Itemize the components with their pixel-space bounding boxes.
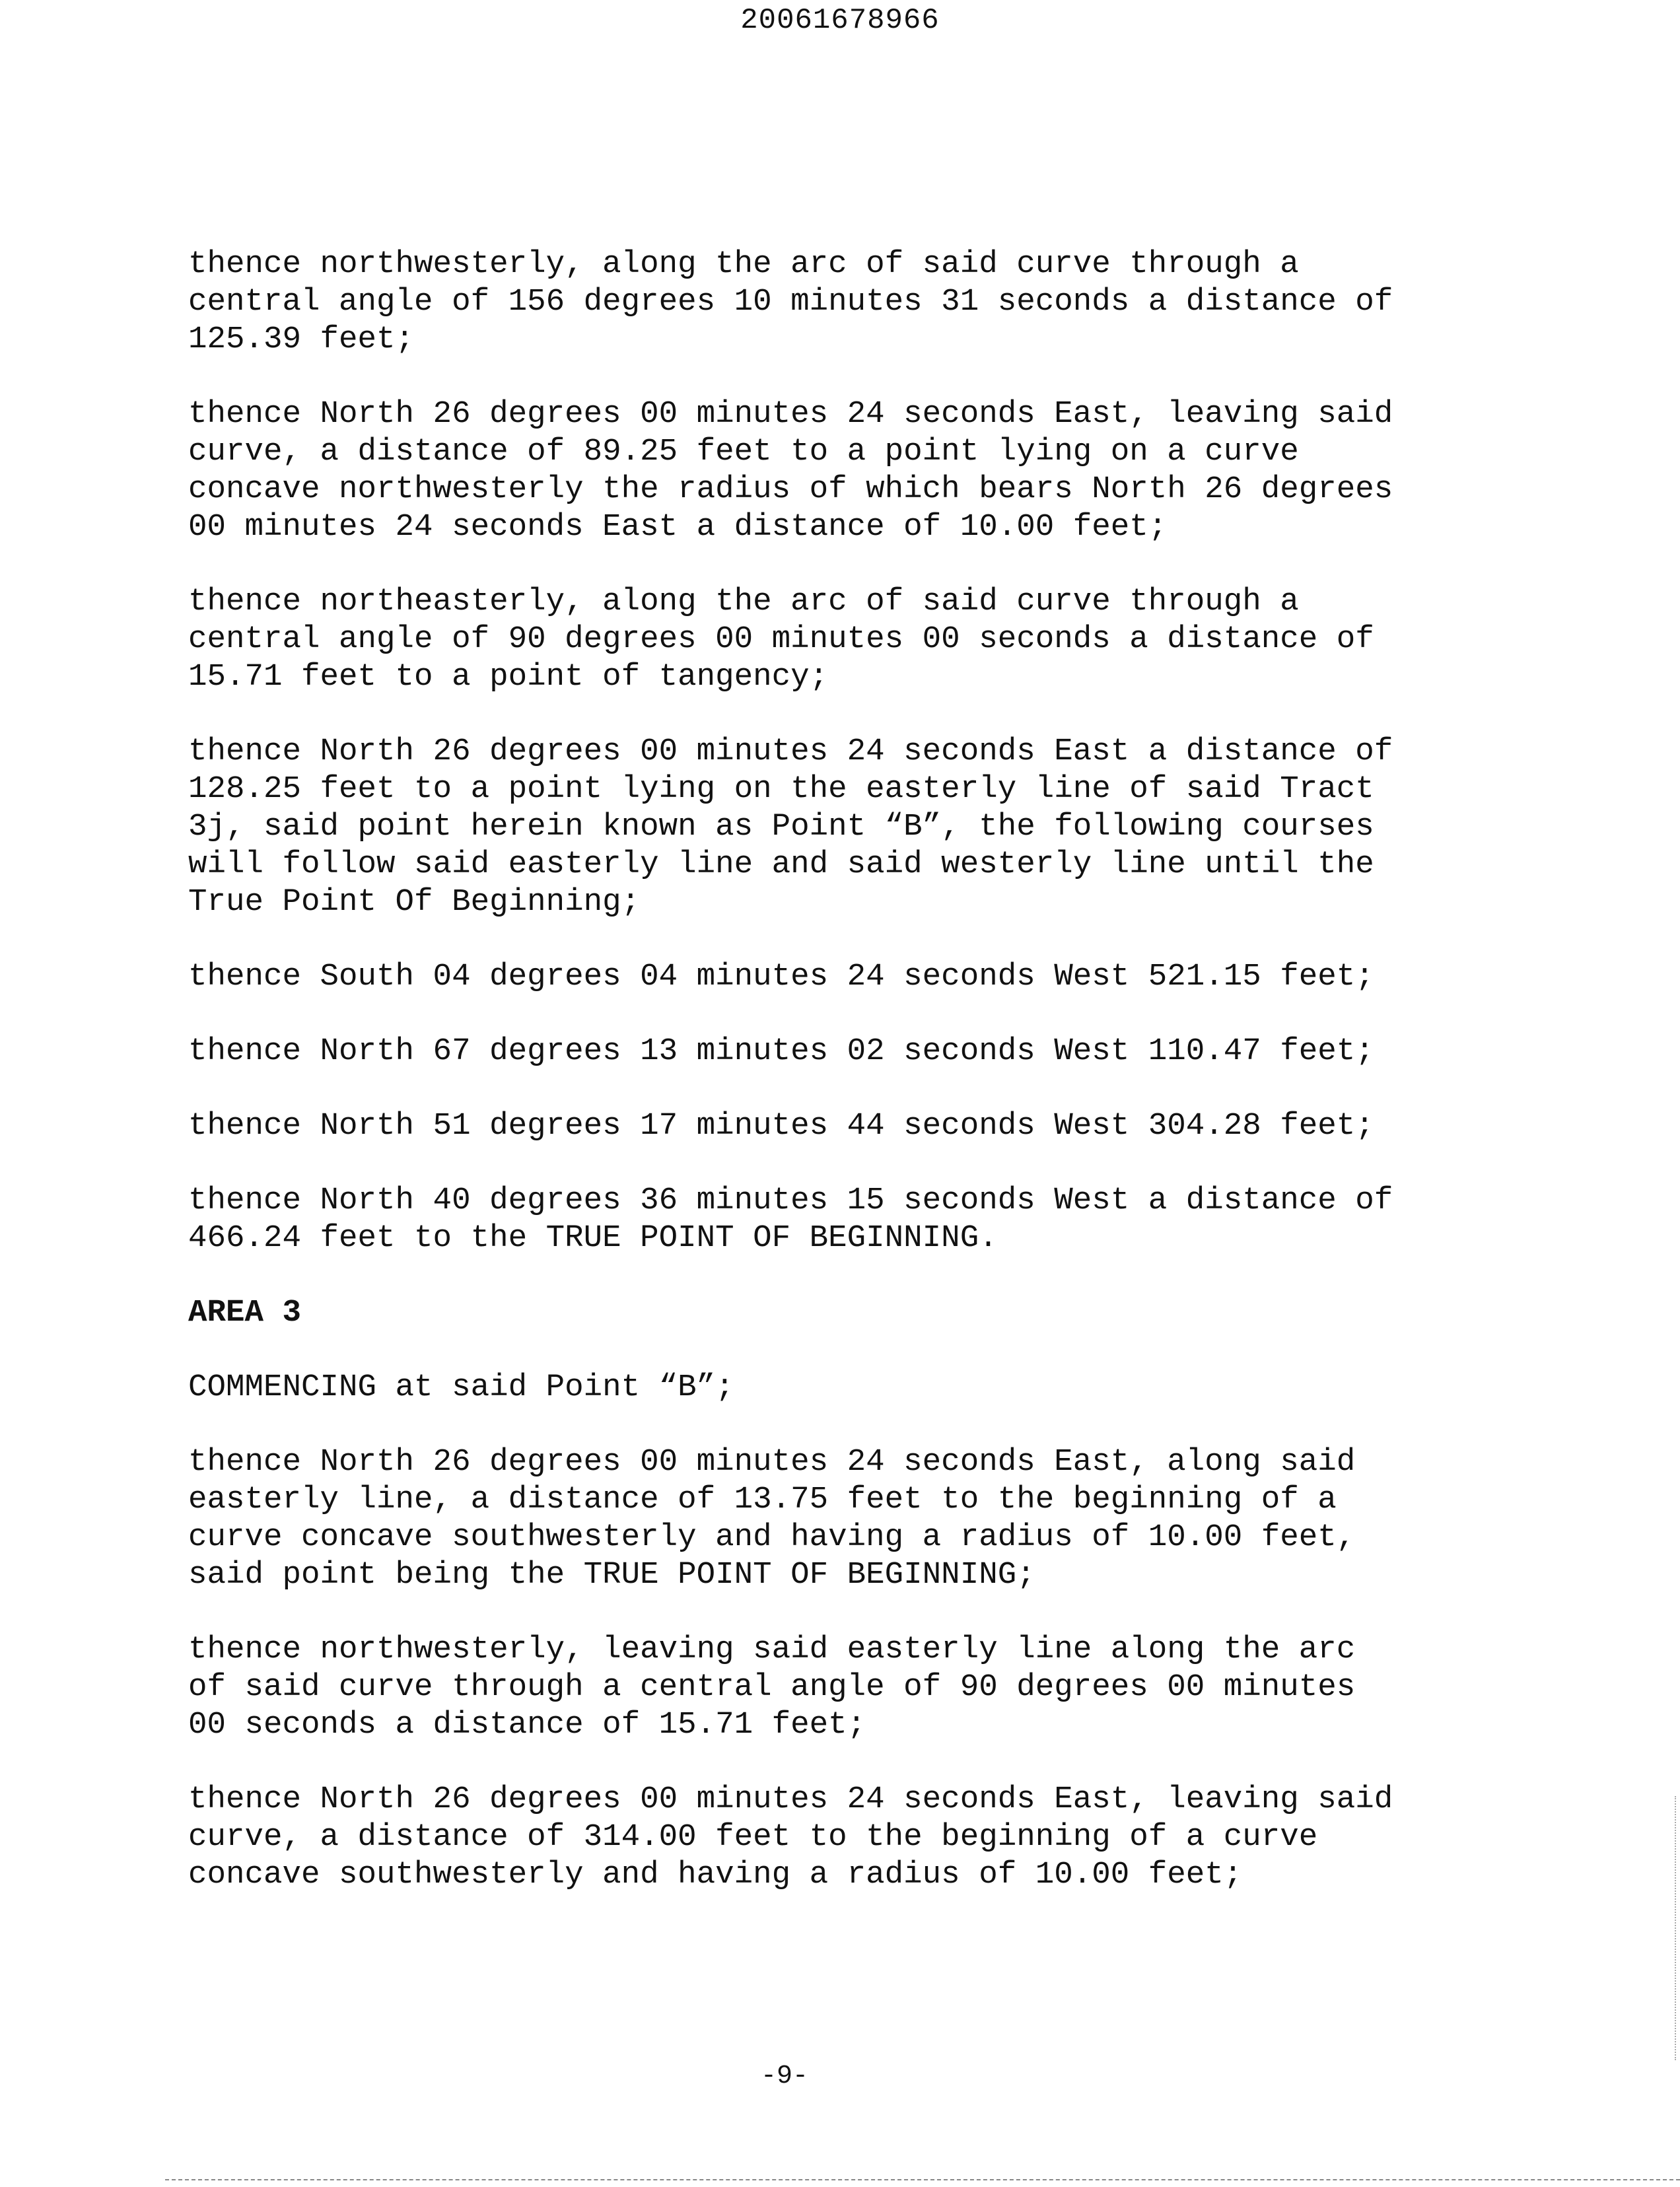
right-scan-edge bbox=[1675, 1796, 1676, 2060]
course-paragraph-3: thence northeasterly, along the arc of said curve through a central angle of 90 degrees 00 minutes 00 seconds a distance of 15.71 feet to a point of tangency; bbox=[188, 584, 1374, 695]
area3-course-paragraph-3: thence North 26 degrees 00 minutes 24 seconds East, leaving said curve, a distance of 314.00 feet to the beginning of a curve concave southwesterly and having a radius of 10.00 feet; bbox=[188, 1782, 1393, 1892]
area3-course-paragraph-2: thence northwesterly, leaving said easterly line along the arc of said curve through a central angle of 90 degrees 00 minutes 00 seconds a distance of 15.71 feet; bbox=[188, 1632, 1356, 1743]
course-paragraph-2: thence North 26 degrees 00 minutes 24 seconds East, leaving said curve, a distance of 89.25 feet to a point lying on a curve concave northwesterly the radius of which bears North 26 degrees 00 minutes 24 seconds East a distance of 10.00 feet; bbox=[188, 396, 1393, 545]
course-paragraph-1: thence northwesterly, along the arc of said curve through a central angle of 156 degrees 10 minutes 31 seconds a distance of 125.39 feet; bbox=[188, 246, 1393, 357]
course-paragraph-8: thence North 40 degrees 36 minutes 15 seconds West a distance of 466.24 feet to the TRUE POINT OF BEGINNING. bbox=[188, 1183, 1393, 1256]
course-paragraph-6: thence North 67 degrees 13 minutes 02 seconds West 110.47 feet; bbox=[188, 1033, 1374, 1069]
document-number: 20061678966 bbox=[740, 4, 940, 37]
page-number: -9- bbox=[760, 2062, 808, 2091]
bottom-scan-edge bbox=[165, 2179, 1680, 2180]
area3-course-paragraph-1: thence North 26 degrees 00 minutes 24 seconds East, along said easterly line, a distance of 13.75 feet to the beginning of a curve concave southwesterly and having a radius of 10.00 feet, said point being the TRUE POINT OF BEGINNING; bbox=[188, 1444, 1356, 1593]
course-paragraph-5: thence South 04 degrees 04 minutes 24 seconds West 521.15 feet; bbox=[188, 959, 1374, 994]
section-heading-area-3: AREA 3 bbox=[188, 1295, 302, 1331]
legal-description-body bbox=[188, 246, 1535, 1931]
commencing-paragraph: COMMENCING at said Point “B”; bbox=[188, 1370, 734, 1405]
course-paragraph-4: thence North 26 degrees 00 minutes 24 seconds East a distance of 128.25 feet to a point lying on the easterly line of said Tract 3j, said point herein known as Point “B”, the following courses will follow said easterly line and said westerly line until the True Point Of Beginning; bbox=[188, 734, 1393, 920]
course-paragraph-7: thence North 51 degrees 17 minutes 44 seconds West 304.28 feet; bbox=[188, 1108, 1374, 1144]
